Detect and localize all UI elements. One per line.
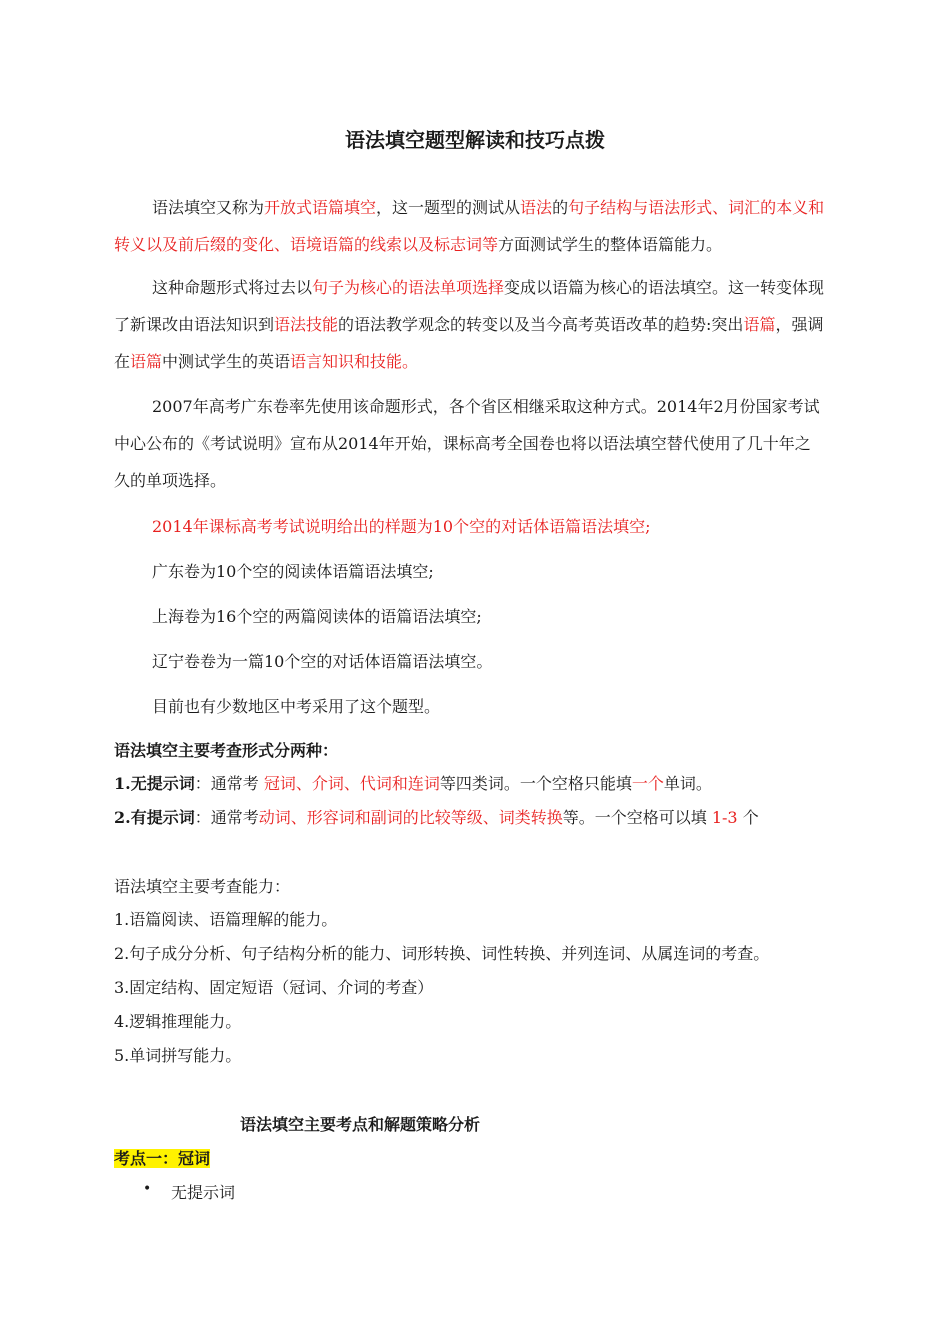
text-span: ：通常考 — [194, 774, 264, 793]
text-span: ：通常考 — [194, 808, 259, 827]
ability-item: 1.语篇阅读、语篇理解的能力。 — [114, 910, 338, 929]
red-text: 句子为核心的语法单项选择 — [312, 278, 505, 297]
text-span: 语法填空又称为 — [152, 198, 265, 217]
text-span: ，强调在 — [114, 315, 824, 371]
red-text: 1-3 — [711, 808, 738, 827]
red-text: 动词、形容词和副词的比较等级、词类转换 — [258, 808, 563, 827]
text-span: 的语法教学观念的转变以及当今高考英语改革的趋势:突出 — [338, 315, 744, 334]
red-text: 开放式语篇填空 — [264, 198, 377, 217]
text-span: 变成以语篇为核心的语法填空。这一转变体现了新课改由语法知识到 — [114, 278, 825, 334]
text-span: 的 — [552, 198, 569, 217]
form-label: 2.有提示词 — [114, 808, 195, 827]
ability-item: 2.句子成分分析、句子结构分析的能力、词形转换、词性转换、并列连词、从属连词的考查。 — [114, 944, 770, 963]
sample-line: 2014年课标高考考试说明给出的样题为10个空的对话体语篇语法填空; — [152, 517, 651, 536]
red-text: 句子结构与语法形式、词汇的本义和转义以及前后缀的变化、语境语篇的线索以及标志词等 — [114, 198, 825, 254]
text-span: 这种命题形式将过去以 — [152, 278, 313, 297]
forms-heading: 语法填空主要考查形式分两种： — [114, 741, 339, 760]
highlighted-text: 考点一：冠词 — [114, 1149, 211, 1168]
text-span: 等。一个空格可以填 — [562, 808, 712, 827]
red-text: 冠词、介词、代词和连词 — [263, 774, 440, 793]
form-label: 1.无提示词 — [114, 774, 195, 793]
red-text: 语篇 — [130, 352, 163, 371]
text-span: 单词。 — [663, 774, 712, 793]
analysis-heading: 语法填空主要考点和解题策略分析 — [240, 1115, 481, 1134]
abilities-heading: 语法填空主要考查能力： — [114, 877, 291, 896]
liaoning-line: 辽宁卷卷为一篇10个空的对话体语篇语法填空。 — [152, 652, 493, 671]
red-text: 语法 — [520, 198, 553, 217]
point-heading — [114, 1146, 210, 1169]
shanghai-line: 上海卷为16个空的两篇阅读体的语篇语法填空; — [152, 607, 482, 626]
red-text: 语篇 — [743, 315, 776, 334]
text-span: 个 — [737, 808, 759, 827]
form-item-2 — [114, 805, 759, 828]
text-span: 等四类词。一个空格只能填 — [439, 774, 632, 793]
ability-item: 3.固定结构、固定短语（冠词、介词的考查） — [114, 978, 434, 997]
guangdong-line: 广东卷为10个空的阅读体语篇语法填空; — [152, 562, 434, 581]
red-text: 一个 — [631, 774, 664, 793]
intro-paragraph — [114, 189, 826, 263]
form-item-1 — [114, 771, 712, 794]
page-title: 语法填空题型解读和技巧点拨 — [345, 128, 605, 152]
red-text: 语言知识和技能。 — [290, 352, 419, 371]
zhongkao-line: 目前也有少数地区中考采用了这个题型。 — [152, 697, 441, 716]
red-text: 语法技能 — [274, 315, 339, 334]
text-span: 方面测试学生的整体语篇能力。 — [498, 235, 723, 254]
bullet-item: 无提示词 — [171, 1183, 236, 1202]
text-span: 中测试学生的英语 — [162, 352, 291, 371]
bullet-dot: • — [143, 1181, 152, 1197]
history-paragraph: 2007年高考广东卷率先使用该命题形式，各个省区相继采取这种方式。2014年2月份国家考试中心公布的《考试说明》宣布从2014年开始，课标高考全国卷也将以语法填空替代使用了几十年之久的单项选择。 — [114, 397, 820, 490]
text-span: ，这一题型的测试从 — [376, 198, 521, 217]
ability-item: 5.单词拼写能力。 — [114, 1046, 242, 1065]
ability-item: 4.逻辑推理能力。 — [114, 1012, 242, 1031]
reform-paragraph — [114, 269, 826, 380]
